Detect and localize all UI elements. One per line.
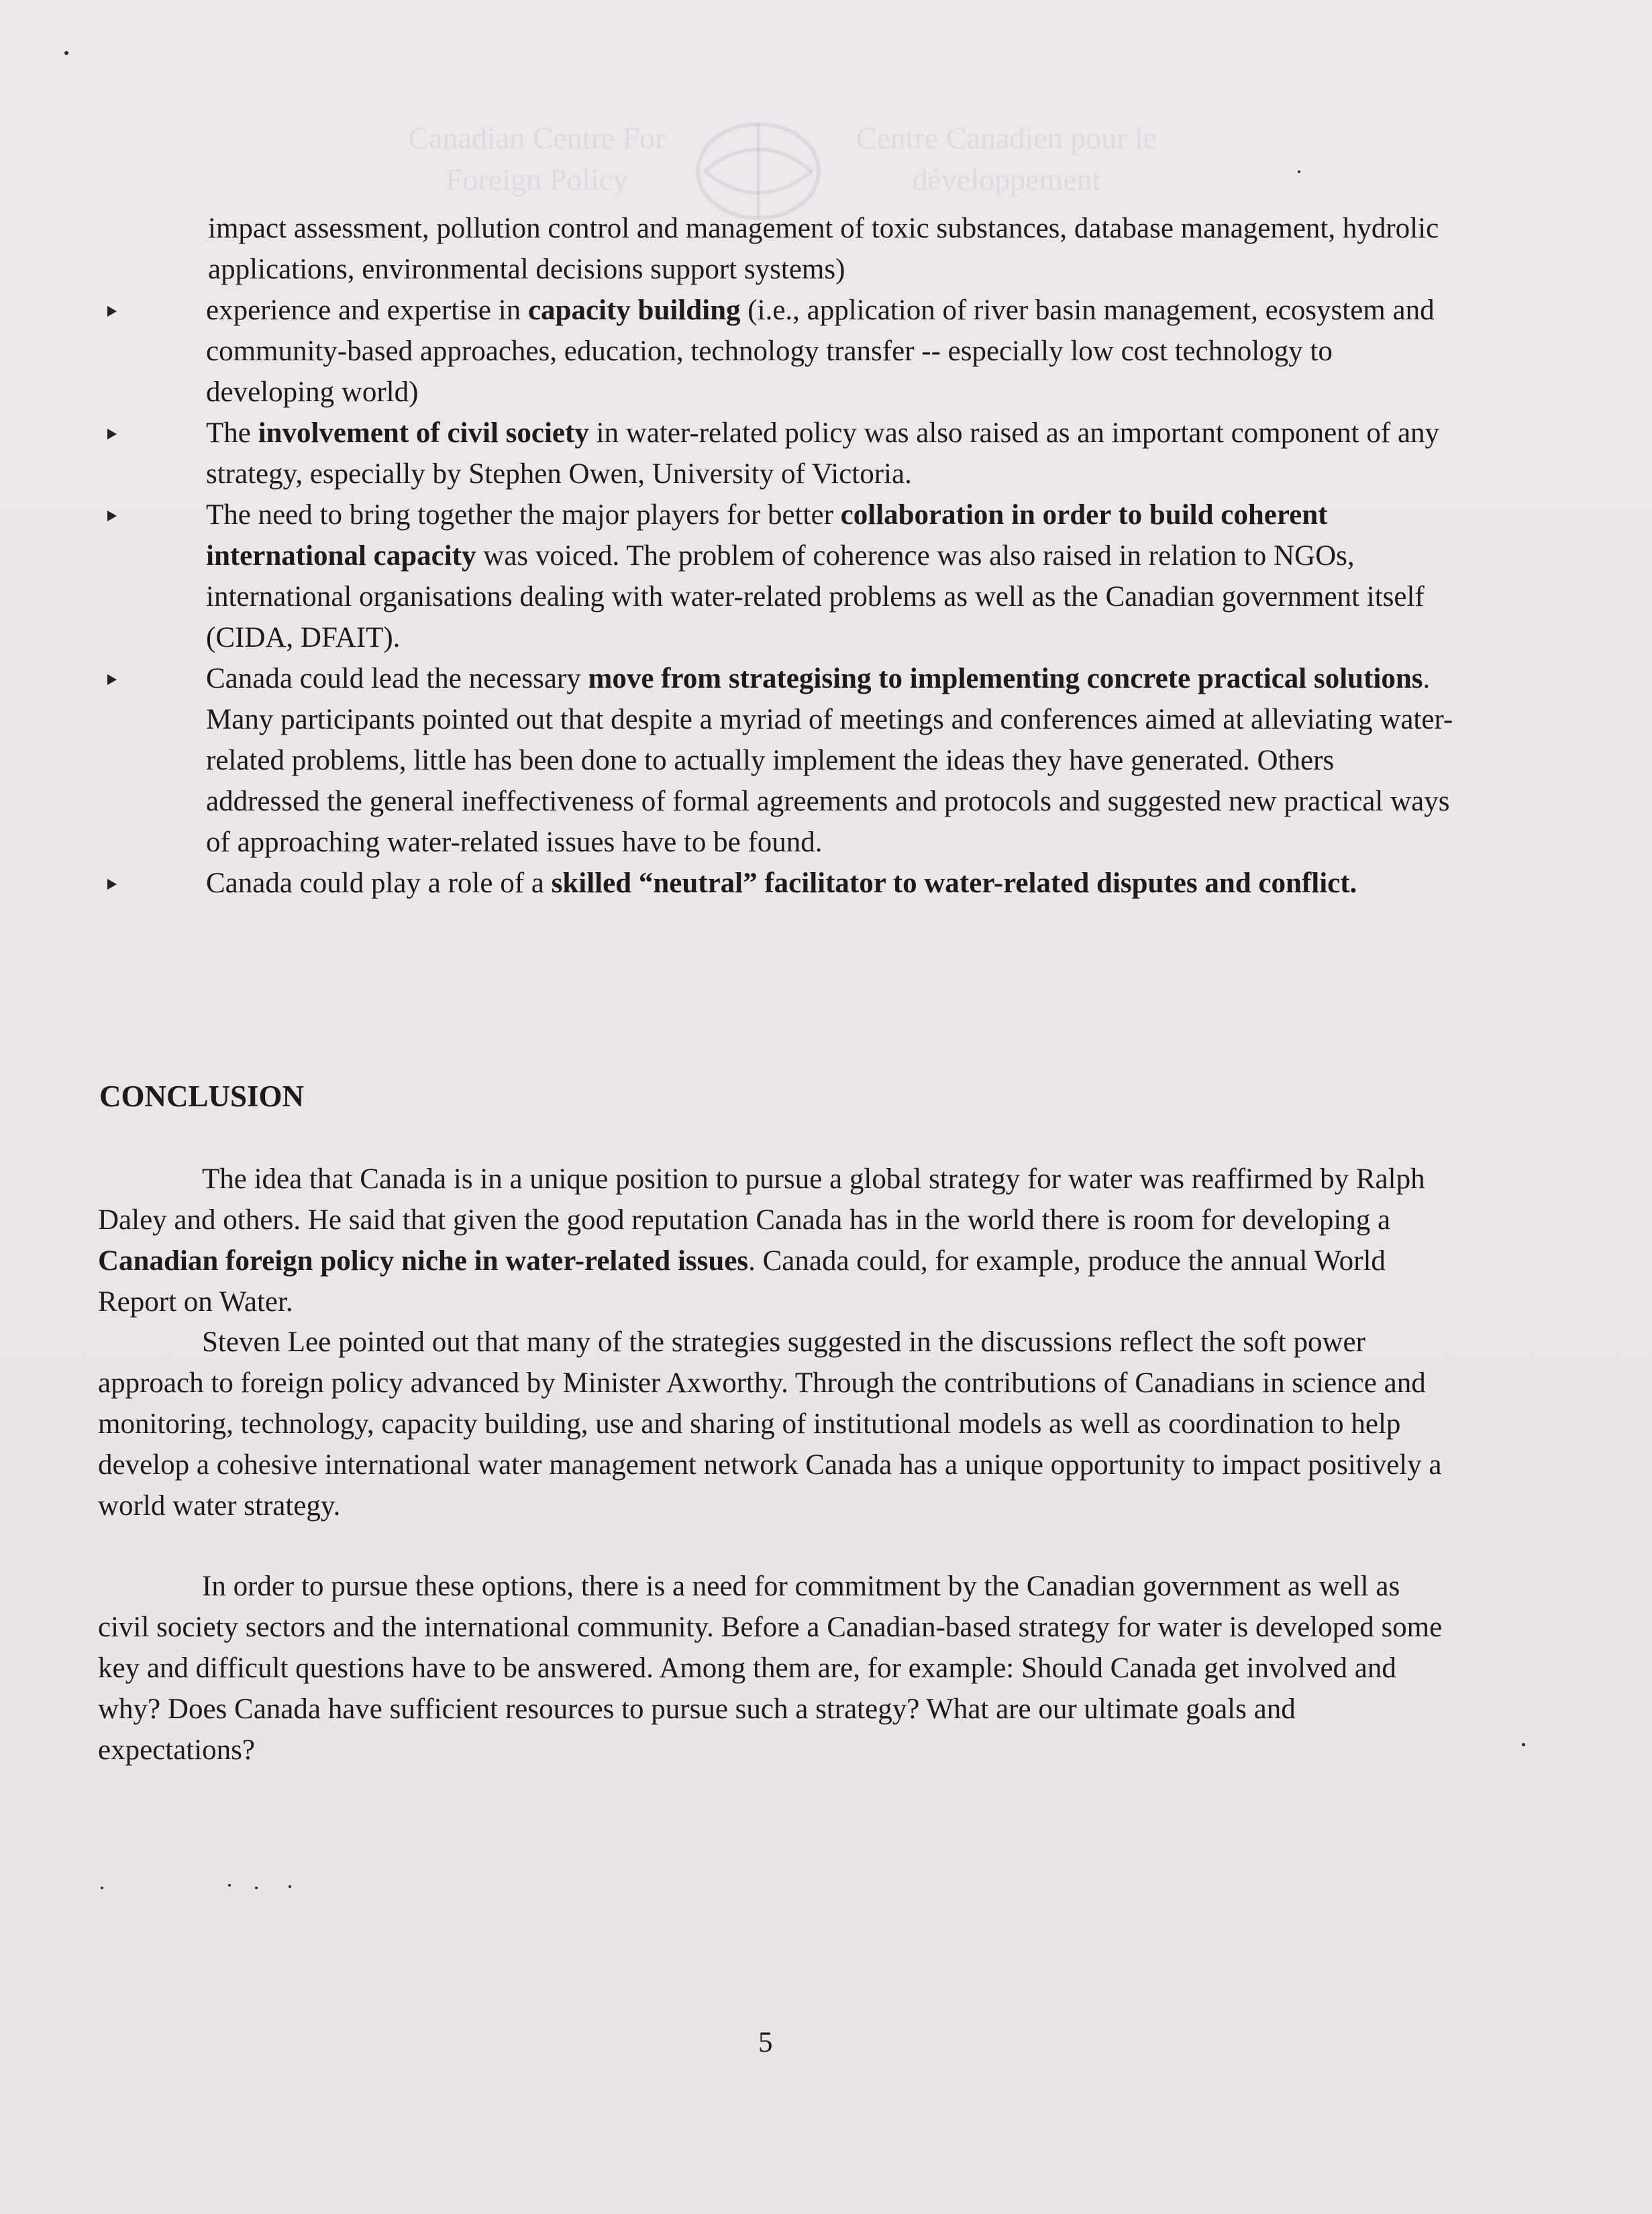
scan-speck [1298,170,1300,173]
bullet-arrow-icon [107,879,117,890]
scan-speck [228,1884,231,1887]
watermark-left: Canadian Centre For Foreign Policy [408,121,666,197]
page-number: 5 [758,2027,773,2058]
continuation-text: impact assessment, pollution control and management of toxic substances, database management, hydrolic applications, environmental decisions support systems) [208,213,1439,285]
conclusion-heading: CONCLUSION [99,1079,305,1113]
globe-watermark-icon [691,121,825,221]
bullet-text: Canada could play a role of a skilled “neutral” facilitator to water-related disputes and conflict. [206,867,1357,899]
bullet-text: Canada could lead the necessary move from strategising to implementing concrete practical solutions. Many participants pointed out that despite a myriad of meetings and conferences aimed at alleviating water-related problems, little has been done to actually implement the ideas they have generated. Others addressed the general ineffectiveness of formal agreements and protocols and suggested new practical ways of approaching water-related issues have to be found. [206,663,1453,858]
bullet-item-civil-society [0,413,1454,494]
findings-bullet-list [0,290,1652,904]
scan-speck [101,1887,103,1889]
bullet-item-facilitator [0,863,1454,904]
scan-speck [1522,1743,1525,1746]
conclusion-paragraph-3: In order to pursue these options, there is a need for commitment by the Canadian government as well as civil society sectors and the international community. Before a Canadian-based strategy for water is developed some key and difficult questions have to be answered. Among them are, for example: Should Canada get involved and why? Does Canada have sufficient resources to pursue such a strategy? What are our ultimate goals and expectations? [98,1571,1443,1766]
bullet-item-collaboration [0,494,1454,658]
conclusion-paragraph-2: Steven Lee pointed out that many of the strategies suggested in the discussions reflect the soft power approach to foreign policy advanced by Minister Axworthy. Through the contributions of Canadians in science and monitoring, technology, capacity building, use and sharing of institutional models as well as coordination to help develop a cohesive international water management network Canada has a unique opportunity to impact positively a world water strategy. [98,1326,1442,1522]
bullet-text: The need to bring together the major players for better collaboration in order to build coherent international capacity was voiced. The problem of coherence was also raised in relation to NGOs, international organisations dealing with water-related problems as well as the Canadian government itself (CIDA, DFAIT). [206,499,1425,653]
scan-speck [64,51,68,55]
bullet-item-capacity-building [0,290,1454,413]
bullet-item-implementation [0,658,1454,863]
scan-speck [289,1885,291,1888]
scan-speck [255,1887,258,1889]
bullet-text: The involvement of civil society in water-related policy was also raised as an important component of any strategy, especially by Stephen Owen, University of Victoria. [206,417,1440,490]
bullet-arrow-icon [107,306,117,317]
bullet-arrow-icon [107,511,117,521]
watermark-right: Centre Canadien pour le développement [856,121,1157,197]
conclusion-paragraph-1: The idea that Canada is in a unique position to pursue a global strategy for water was reaffirmed by Ralph Daley and others. He said that given the good reputation Canada has in the world there is room for developing a Canadian foreign policy niche in water-related issues. Canada could, for example, produce the annual World Report on Water. [98,1163,1425,1318]
bullet-text: experience and expertise in capacity building (i.e., application of river basin management, ecosystem and community-based approaches, education, technology transfer -- especially low cost technology to developing world) [206,295,1435,408]
bullet-arrow-icon [107,429,117,439]
bullet-arrow-icon [107,674,117,685]
